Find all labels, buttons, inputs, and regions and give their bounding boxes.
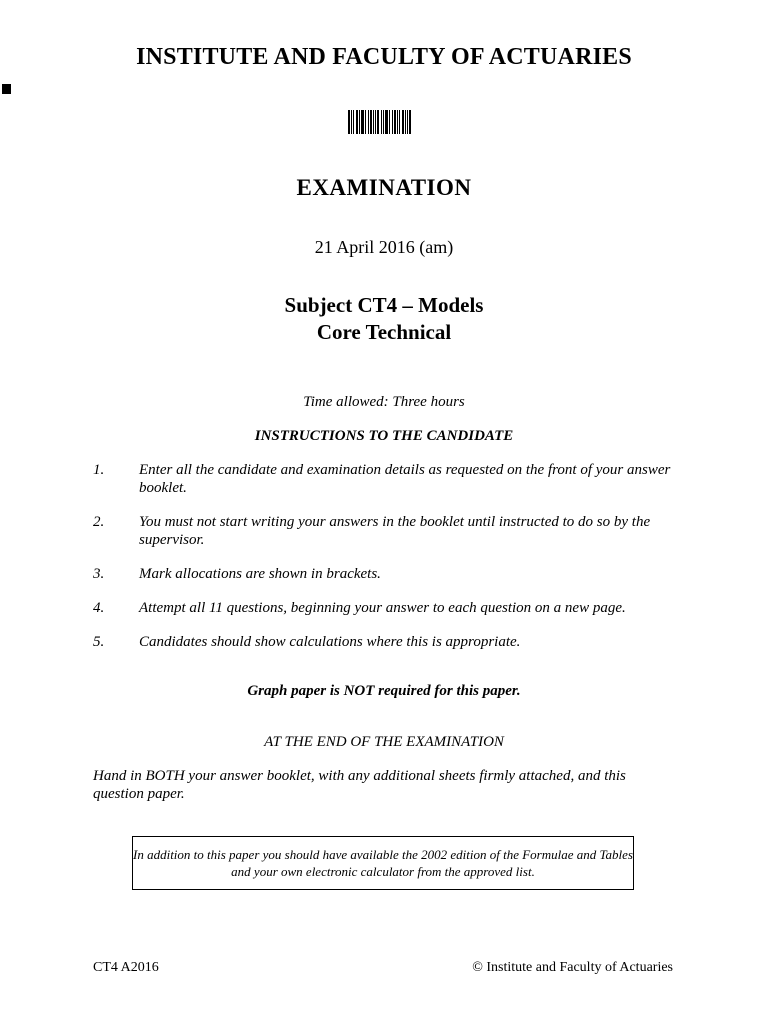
item-number: 1. bbox=[93, 462, 105, 478]
item-number: 2. bbox=[93, 514, 105, 530]
list-item bbox=[93, 633, 683, 651]
instructions-list bbox=[93, 461, 683, 651]
registration-mark bbox=[2, 84, 11, 94]
item-text: Attempt all 11 questions, beginning your answer to each question on a new page. bbox=[139, 600, 626, 616]
item-text: Mark allocations are shown in brackets. bbox=[139, 566, 381, 582]
list-item bbox=[93, 513, 683, 549]
copyright-notice: © Institute and Faculty of Actuaries bbox=[472, 960, 673, 975]
subject-subtitle: Core Technical bbox=[316, 320, 452, 344]
paper-code: CT4 A2016 bbox=[93, 960, 159, 975]
institute-heading: INSTITUTE AND FACULTY OF ACTUARIES bbox=[136, 44, 632, 70]
hand-in-instructions: Hand in BOTH your answer booklet, with any additional sheets firmly attached, and this question paper. bbox=[93, 768, 626, 802]
item-number: 4. bbox=[93, 600, 105, 616]
exam-title: EXAMINATION bbox=[296, 175, 472, 200]
formulae-tables-note-box: In addition to this paper you should have available the 2002 edition of the Formulae and Tables and your own electronic calculator from the approved list. bbox=[132, 836, 634, 890]
list-item bbox=[93, 599, 683, 617]
time-allowed: Time allowed: Three hours bbox=[303, 394, 465, 410]
item-number: 3. bbox=[93, 566, 105, 582]
item-number: 5. bbox=[93, 634, 105, 650]
barcode-image bbox=[348, 110, 422, 134]
graph-paper-note: Graph paper is NOT required for this paper. bbox=[247, 683, 521, 699]
list-item bbox=[93, 565, 683, 583]
item-text: Candidates should show calculations where this is appropriate. bbox=[139, 634, 521, 650]
item-text: You must not start writing your answers in the booklet until instructed to do so by the supervisor. bbox=[139, 514, 651, 548]
subject-title: Subject CT4 – Models bbox=[284, 293, 484, 317]
instructions-heading: INSTRUCTIONS TO THE CANDIDATE bbox=[254, 428, 514, 444]
exam-date: 21 April 2016 (am) bbox=[314, 237, 454, 257]
item-text: Enter all the candidate and examination details as requested on the front of your answer booklet. bbox=[139, 462, 671, 496]
list-item bbox=[93, 461, 683, 497]
end-of-exam-heading: AT THE END OF THE EXAMINATION bbox=[264, 734, 504, 750]
